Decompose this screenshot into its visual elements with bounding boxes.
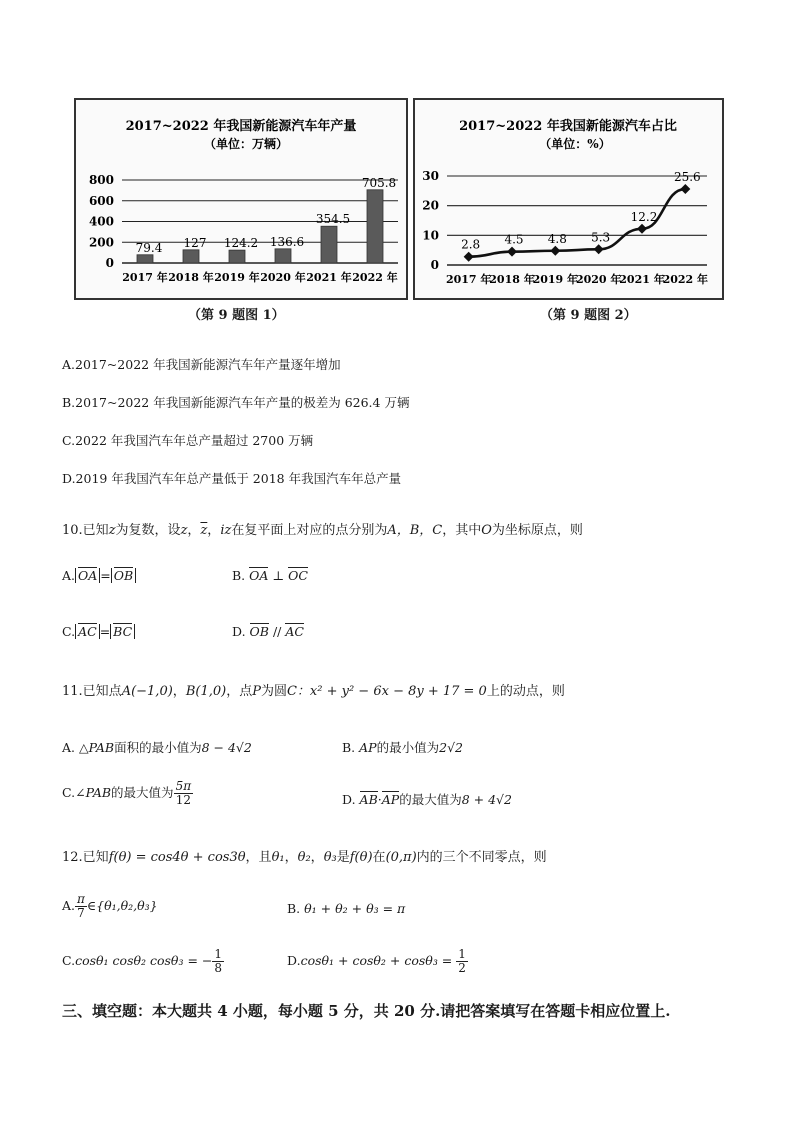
bar-value-label: 79.4	[135, 240, 163, 255]
q12-stem-b: ，且	[245, 850, 272, 865]
q9-option-c: C.2022 年我国汽车年总产量超过 2700 万辆	[62, 433, 314, 448]
q10-c-label: C.	[62, 624, 76, 639]
x-tick-label: 2019 年	[532, 273, 579, 286]
q9-option-b: B.2017~2022 年我国新能源汽车年产量的极差为 626.4 万辆	[62, 395, 410, 410]
q10-zbar: $\overline{z}$	[200, 523, 208, 538]
q10-c-eq: =	[99, 624, 111, 639]
q10-b-op: ⊥	[272, 568, 285, 583]
q12-sep2: ，	[310, 850, 324, 865]
bar	[183, 250, 199, 263]
q12-c-denominator: 8	[214, 961, 223, 975]
production-bar-chart-svg	[76, 100, 406, 298]
q10-stem-c: 在复平面上对应的点分别为	[231, 523, 388, 538]
data-point	[550, 246, 560, 256]
q11-b-expr: AP	[359, 740, 377, 755]
q11-option-c	[62, 780, 193, 807]
q10-stem-d: ，其中	[442, 523, 482, 538]
x-tick-label: 2020 年	[575, 273, 622, 286]
q10-b-left: OA	[249, 568, 269, 583]
bar-value-label: 124.2	[223, 236, 259, 251]
q12-theta1: θ₁	[271, 850, 285, 865]
q11-point-a: A(−1,0)	[121, 684, 173, 699]
x-tick-label: 2018 年	[168, 271, 214, 284]
q12-option-a	[62, 893, 158, 920]
x-tick-label: 2019 年	[214, 271, 260, 284]
bar-value-label: 136.6	[269, 234, 305, 249]
q10-z1: z	[180, 523, 188, 538]
q10-stem-b: 为复数，设	[115, 523, 181, 538]
q11-c-expr: ∠PAB	[75, 785, 112, 800]
q12-b-expr: θ₁ + θ₂ + θ₃ = π	[304, 901, 406, 916]
q11-circle-eq: C：x² + y² − 6x − 8y + 17 = 0	[286, 684, 487, 699]
q10-z: z	[108, 523, 116, 538]
q10-d-left: OB	[249, 624, 269, 639]
q11-a-value: 8 − 4√2	[201, 740, 252, 755]
q11-d-text: 的最大值为	[399, 792, 462, 807]
q10-a-right: OB	[113, 568, 134, 583]
q11-d-label: D.	[342, 792, 356, 807]
q11-stem-c: 为圆	[260, 684, 287, 699]
point-value-label: 5.3	[591, 230, 611, 245]
q11-stem-a: 11.已知点	[62, 684, 122, 699]
y-tick-label: 800	[88, 173, 114, 187]
x-tick-label: 2021 年	[619, 273, 665, 286]
bar-value-label: 705.8	[361, 175, 397, 190]
point-value-label: 4.8	[547, 231, 567, 246]
y-tick-label: 400	[88, 214, 114, 229]
chart2-unit: （单位：%）	[539, 137, 611, 151]
point-value-label: 12.2	[630, 209, 658, 224]
q10-origin: O	[481, 523, 492, 538]
q12-option-b	[287, 901, 405, 916]
q10-stem-a: 10.已知	[62, 523, 109, 538]
q12-d-label: D.	[287, 953, 301, 968]
section-3-heading: 三、填空题：本大题共 4 小题，每小题 5 分，共 20 分.请把答案填写在答题卡相应位置上.	[62, 1002, 671, 1020]
x-tick-label: 2018 年	[489, 273, 535, 286]
q12-d-denominator: 2	[458, 961, 466, 975]
q12-a-denominator: 7	[77, 906, 85, 920]
chart1-caption: （第 9 题图 1）	[188, 308, 285, 323]
q10-stem	[62, 519, 583, 538]
q12-stem	[62, 846, 547, 865]
q11-b-label: B.	[342, 740, 356, 755]
q11-a-label: A.	[62, 740, 76, 755]
q11-stem-b: ，点	[226, 684, 253, 699]
q10-option-a	[62, 568, 136, 583]
q10-b-label: B.	[232, 568, 246, 583]
share-line-chart-svg	[415, 100, 722, 298]
q12-interval: (0,π)	[385, 850, 417, 865]
q12-c-numerator: 1	[214, 947, 223, 961]
q12-option-c	[62, 948, 224, 975]
chart2-title: 2017~2022 年我国新能源汽车占比	[459, 119, 677, 134]
q10-stem-e: 为坐标原点，则	[491, 523, 583, 538]
bar	[275, 249, 291, 263]
q10-a-label: A.	[62, 568, 76, 583]
q11-point-b: B(1,0)	[185, 684, 227, 699]
q11-d-dot: ·	[377, 792, 382, 807]
q11-d-vector-ab: AB	[359, 792, 378, 807]
q10-option-c	[62, 624, 135, 639]
q12-theta3: θ₃	[323, 850, 337, 865]
x-tick-label: 2020 年	[260, 271, 306, 284]
y-tick-label: 30	[422, 169, 439, 183]
q12-a-fraction	[75, 893, 87, 920]
point-value-label: 25.6	[673, 170, 701, 185]
q11-a-expr: △PAB	[79, 740, 115, 755]
q10-d-label: D.	[232, 624, 246, 639]
q12-stem-a: 12.已知	[62, 850, 109, 865]
share-line-chart	[413, 98, 724, 300]
y-tick-label: 20	[422, 198, 439, 213]
q10-option-b	[232, 568, 308, 583]
x-tick-label: 2022 年	[662, 273, 709, 286]
chart2-caption: （第 9 题图 2）	[540, 308, 637, 323]
bar-value-label: 127	[183, 235, 207, 250]
q11-option-b	[342, 738, 463, 756]
q12-c-label: C.	[62, 953, 76, 968]
q12-stem-c: 是	[336, 850, 350, 865]
data-point	[680, 184, 690, 194]
y-tick-label: 10	[422, 228, 439, 243]
q11-stem	[62, 680, 565, 699]
q11-b-value: 2√2	[439, 740, 463, 755]
q10-c-left: AC	[78, 624, 97, 639]
q12-d-expr: cosθ₁ + cosθ₂ + cosθ₃ =	[300, 953, 453, 968]
y-tick-label: 200	[88, 235, 114, 250]
data-point	[637, 224, 647, 234]
q11-c-text: 的最大值为	[111, 785, 174, 800]
point-value-label: 2.8	[461, 237, 481, 252]
q12-option-d	[287, 948, 468, 975]
q12-c-expr: cosθ₁ cosθ₂ cosθ₃ = −	[75, 953, 213, 968]
data-point	[594, 244, 604, 254]
q10-d-right: AC	[285, 624, 304, 639]
q11-b-text: 的最小值为	[376, 740, 440, 755]
q10-c-right: BC	[113, 624, 133, 639]
q12-d-fraction	[456, 948, 468, 975]
chart1-unit: （单位：万辆）	[203, 137, 289, 151]
chart1-title: 2017~2022 年我国新能源汽车年产量	[125, 119, 357, 134]
y-tick-label: 600	[88, 193, 114, 208]
q10-d-op: //	[272, 624, 282, 639]
q11-c-denominator: 12	[175, 793, 191, 807]
production-bar-chart	[74, 98, 408, 300]
q10-a-eq: =	[100, 568, 111, 583]
q12-a-numerator: π	[77, 892, 85, 906]
q11-point-p: P	[252, 684, 261, 699]
q10-sep2: ，	[207, 523, 221, 538]
q11-sep: ，	[172, 684, 186, 699]
q10-sep1: ，	[187, 523, 201, 538]
point-value-label: 4.5	[504, 232, 524, 247]
bar	[367, 190, 383, 263]
q12-stem-d: 在	[372, 850, 386, 865]
q12-a-set: ∈{θ₁,θ₂,θ₃}	[86, 898, 158, 913]
q11-c-label: C.	[62, 785, 76, 800]
data-point	[507, 247, 517, 257]
data-point	[464, 252, 474, 262]
q12-sep1: ，	[284, 850, 298, 865]
q10-option-d	[232, 624, 304, 639]
bar	[137, 255, 153, 263]
q10-a-left: OA	[78, 568, 98, 583]
q12-d-numerator: 1	[458, 947, 466, 961]
x-tick-label: 2021 年	[306, 271, 352, 284]
bar	[321, 226, 337, 263]
q10-points: A，B，C	[387, 523, 443, 538]
y-tick-label: 0	[105, 256, 114, 270]
q11-a-text: 面积的最小值为	[114, 740, 202, 755]
y-tick-label: 0	[430, 258, 439, 272]
q12-f-theta: f(θ)	[349, 850, 373, 865]
q9-option-d: D.2019 年我国汽车年总产量低于 2018 年我国汽车年总产量	[62, 471, 402, 486]
q10-b-right: OC	[288, 568, 308, 583]
bar	[229, 250, 245, 263]
q11-c-fraction	[174, 780, 194, 807]
q12-function: f(θ) = cos4θ + cos3θ	[108, 850, 246, 865]
q11-d-vector-ap: AP	[381, 792, 400, 807]
x-tick-label: 2017 年	[122, 271, 168, 284]
q11-c-numerator: 5π	[175, 779, 192, 793]
q11-option-a	[62, 738, 252, 756]
q10-iz: iz	[220, 523, 232, 538]
bar-value-label: 354.5	[315, 212, 351, 227]
q12-theta2: θ₂	[297, 850, 311, 865]
x-tick-label: 2022 年	[352, 271, 398, 284]
q12-stem-e: 内的三个不同零点，则	[416, 850, 547, 865]
q12-c-fraction	[212, 948, 224, 975]
q11-option-d	[342, 790, 512, 808]
q9-option-a: A.2017~2022 年我国新能源汽车年产量逐年增加	[62, 357, 341, 372]
x-tick-label: 2017 年	[445, 273, 492, 286]
q12-b-label: B.	[287, 901, 301, 916]
q11-stem-d: 上的动点，则	[486, 684, 565, 699]
q11-d-value: 8 + 4√2	[461, 792, 512, 807]
q12-a-label: A.	[62, 898, 76, 913]
